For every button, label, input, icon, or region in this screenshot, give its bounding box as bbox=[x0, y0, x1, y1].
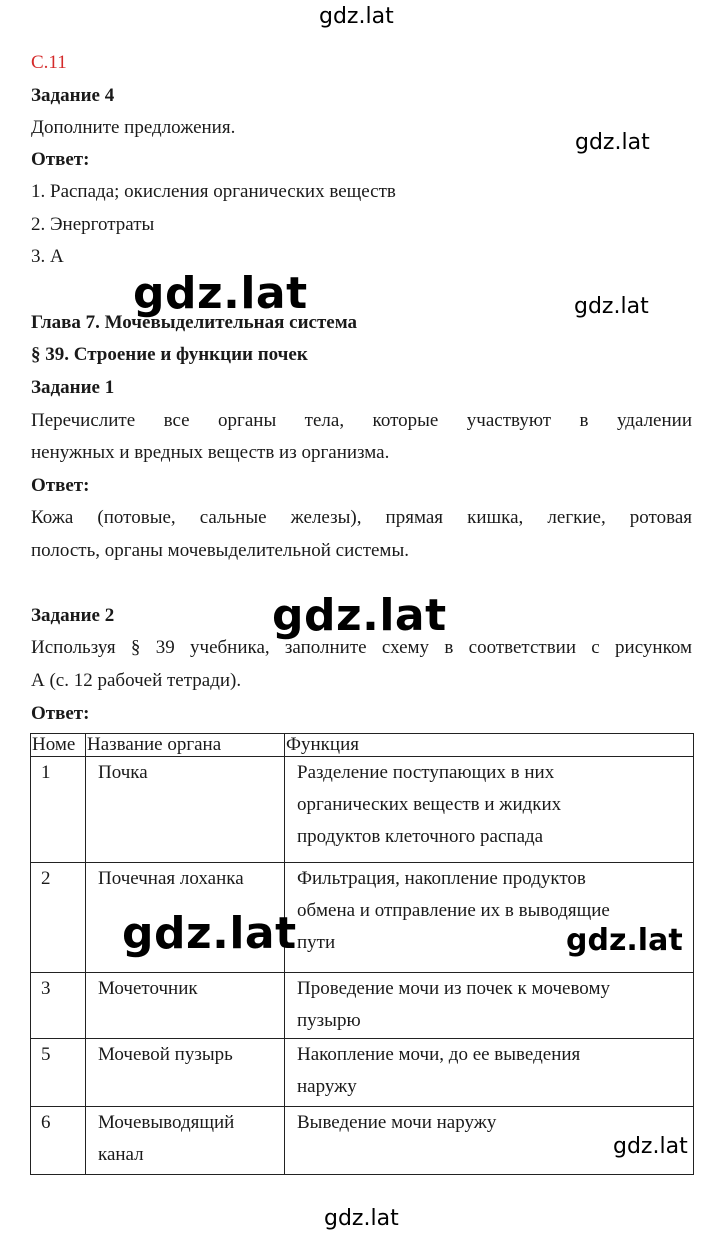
task1-answer-line-1: Кожа (потовые, сальные железы), прямая кишка, легкие, ротовая bbox=[31, 507, 692, 528]
row-number: 6 bbox=[31, 1107, 86, 1175]
watermark-right-1: gdz.lat bbox=[575, 130, 650, 155]
organ-line: Мочевой пузырь bbox=[98, 1044, 233, 1065]
function-line: пузырю bbox=[297, 1010, 361, 1031]
function-line: Накопление мочи, до ее выведения bbox=[297, 1044, 581, 1065]
watermark-right-2: gdz.lat bbox=[574, 294, 649, 319]
task2-prompt-line-1: Используя § 39 учебника, заполните схему в соответствии с рисунком bbox=[31, 637, 692, 658]
function-line: Разделение поступающих в них bbox=[297, 762, 555, 783]
header-function: Функция bbox=[285, 734, 694, 757]
task1-answer-label: Ответ: bbox=[31, 475, 90, 496]
table-row bbox=[31, 973, 694, 1039]
watermark-top: gdz.lat bbox=[319, 4, 394, 29]
row-organ bbox=[86, 757, 285, 863]
task4-answer-3: 3. А bbox=[31, 246, 64, 267]
task1-answer-line-2: полость, органы мочевыделительной системы. bbox=[31, 540, 409, 561]
table-row bbox=[31, 1039, 694, 1107]
watermark-bottom: gdz.lat bbox=[324, 1206, 399, 1231]
task4-prompt: Дополните предложения. bbox=[31, 117, 236, 138]
header-organ: Название органа bbox=[86, 734, 285, 757]
function-line: продуктов клеточного распада bbox=[297, 826, 544, 847]
task2-answer-label: Ответ: bbox=[31, 703, 90, 724]
watermark-large-2: gdz.lat bbox=[272, 590, 447, 641]
table-row bbox=[31, 757, 694, 863]
task4-answer-2: 2. Энерготраты bbox=[31, 214, 155, 235]
header-number: Номе bbox=[31, 734, 86, 757]
function-line: органических веществ и жидких bbox=[297, 794, 562, 815]
task2-prompt-line-2: А (с. 12 рабочей тетради). bbox=[31, 670, 242, 691]
table-header-row bbox=[31, 734, 694, 757]
row-number: 3 bbox=[31, 973, 86, 1039]
task4-answer-label: Ответ: bbox=[31, 149, 90, 170]
row-number: 5 bbox=[31, 1039, 86, 1107]
row-organ bbox=[86, 973, 285, 1039]
function-line: пути bbox=[297, 932, 336, 953]
watermark-large-1: gdz.lat bbox=[133, 268, 308, 319]
function-line: Проведение мочи из почек к мочевому bbox=[297, 978, 610, 999]
row-organ bbox=[86, 1039, 285, 1107]
watermark-table-right: gdz.lat bbox=[566, 923, 683, 958]
task1-title: Задание 1 bbox=[31, 377, 115, 398]
function-line: Фильтрация, накопление продуктов bbox=[297, 868, 586, 889]
task4-title: Задание 4 bbox=[31, 85, 115, 106]
task2-title: Задание 2 bbox=[31, 605, 115, 626]
row-number: 1 bbox=[31, 757, 86, 863]
task1-prompt-line-2: ненужных и вредных веществ из организма. bbox=[31, 442, 390, 463]
row-function bbox=[285, 973, 694, 1039]
row-number: 2 bbox=[31, 863, 86, 973]
function-line: Выведение мочи наружу bbox=[297, 1112, 497, 1133]
organ-line: Почка bbox=[98, 762, 148, 783]
row-function bbox=[285, 757, 694, 863]
chapter-title: Глава 7. Мочевыделительная система bbox=[31, 312, 358, 333]
table-row bbox=[31, 1107, 694, 1175]
row-organ bbox=[86, 1107, 285, 1175]
page-reference: С.11 bbox=[31, 52, 67, 73]
organ-line: Мочеточник bbox=[98, 978, 198, 999]
row-function bbox=[285, 1039, 694, 1107]
watermark-large-3: gdz.lat bbox=[122, 908, 297, 959]
function-line: наружу bbox=[297, 1076, 357, 1097]
function-line: обмена и отправление их в выводящие bbox=[297, 900, 610, 921]
organ-line: канал bbox=[98, 1144, 144, 1165]
task4-answer-1: 1. Распада; окисления органических веществ bbox=[31, 181, 396, 202]
organ-line: Почечная лоханка bbox=[98, 868, 244, 889]
watermark-table-bottom: gdz.lat bbox=[613, 1134, 688, 1159]
organ-line: Мочевыводящий bbox=[98, 1112, 235, 1133]
task1-prompt-line-1: Перечислите все органы тела, которые участвуют в удалении bbox=[31, 410, 692, 431]
section-title: § 39. Строение и функции почек bbox=[31, 344, 308, 365]
